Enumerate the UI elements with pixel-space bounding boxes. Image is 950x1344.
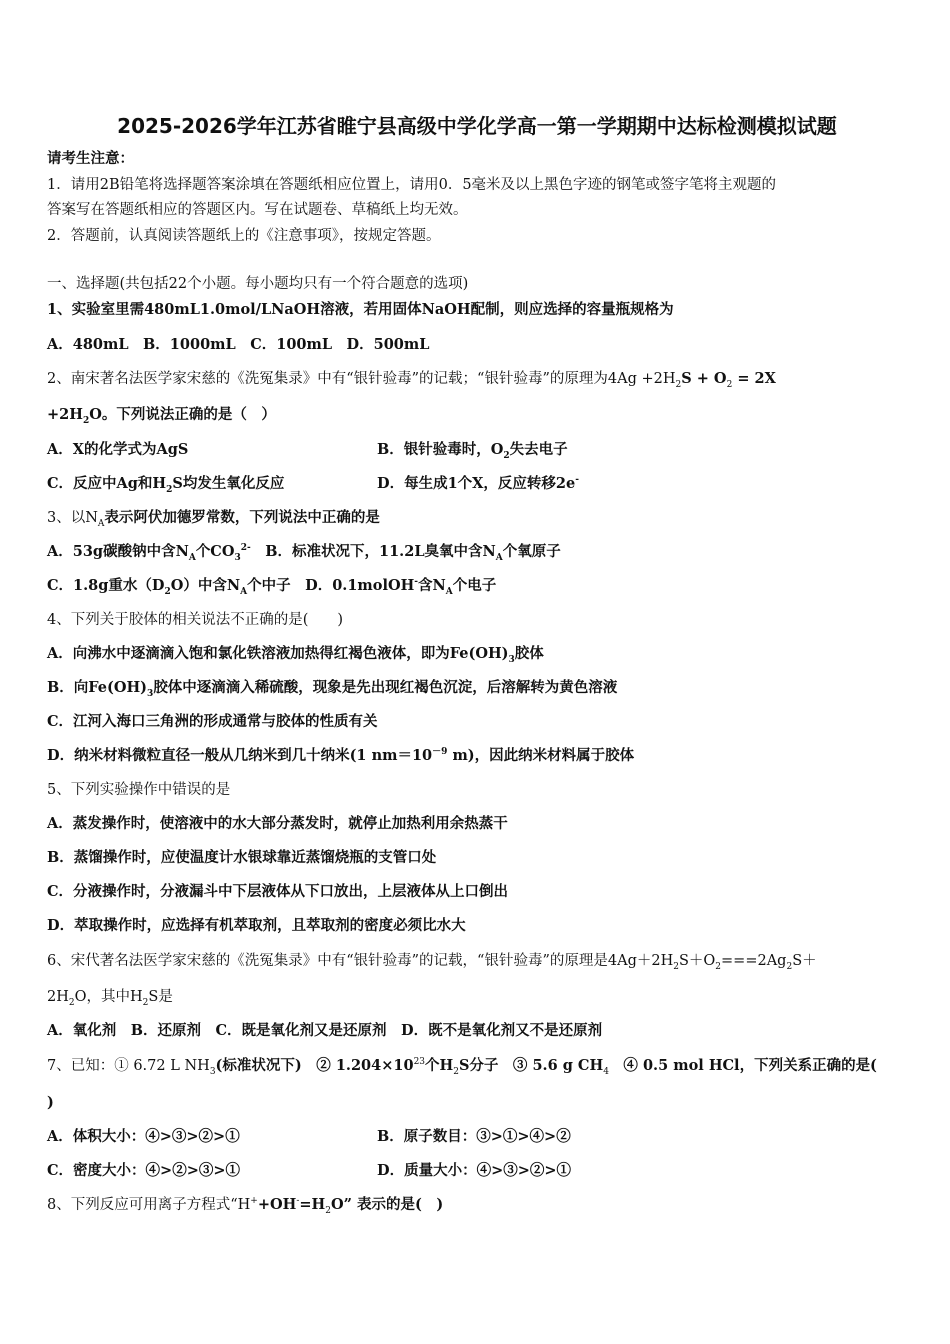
question-5-option-b: B．蒸馏操作时，应使温度计水银球靠近蒸馏烧瓶的支管口处 (47, 849, 437, 866)
question-4-option-a: A．向沸水中逐滴滴入饱和氯化铁溶液加热得红褐色液体，即为$Fe(OH)_3$胶体 (47, 645, 544, 665)
page-title: 2025-2026学年江苏省睢宁县高级中学化学高一第一学期期中达标检测模拟试题 (117, 114, 837, 138)
question-4-option-c: C．江河入海口三角洲的形成通常与胶体的性质有关 (47, 713, 378, 730)
question-4-stem: 4、下列关于胶体的相关说法不正确的是( ) (47, 612, 344, 628)
question-5-stem: 5、下列实验操作中错误的是 (47, 782, 231, 798)
question-4-option-d: D．纳米材料微粒直径一般从几纳米到几十纳米(1 $nm=10^{-9}$ m)，因此纳米材料属于胶体 (47, 747, 635, 764)
question-2-stem-line-1: 2、南宋著名法医学家宋慈的《洗冤集录》中有“银针验毒”的记载；“银针验毒”的原理为$4Ag +2H_2S + O_2 = 2X$ (47, 370, 776, 390)
question-2-option-d: D．每生成1个X，反应转移2e- (377, 475, 579, 492)
question-6-stem-line-1: 6、宋代著名法医学家宋慈的《洗冤集录》中有“银针验毒”的记载，“银针验毒”的原理是$4Ag+2H_2S+O_2===2Ag_2S+$ (47, 953, 817, 972)
question-7-option-a: A．体积大小：④>③>②>① (47, 1128, 240, 1145)
question-2-option-a: A．X的化学式为AgS (47, 441, 189, 458)
question-4-option-b: B．向$Fe(OH)_3$胶体中逐滴滴入稀硫酸，现象是先出现红褐色沉淀，后溶解转为黄色溶液 (47, 679, 618, 699)
question-6-stem-line-2: $2H_2O$，其中$H_2S$是 (47, 989, 173, 1008)
notice-item-1-line-2: 答案写在答题纸相应的答题区内。写在试题卷、草稿纸上均无效。 (47, 202, 468, 218)
question-3-options-a-b: A．53g碳酸钠中含$N_A$个$CO_3^{2-}$ B．标准状况下，11.2L臭氧中含$N_A$个氧原子 (47, 543, 561, 563)
question-1-options: A．480mL B．1000mL C．100mL D．500mL (47, 336, 430, 353)
question-1-stem: 1、实验室里需480mL1.0mol/LNaOH溶液，若用固体NaOH配制，则应选择的容量瓶规格为 (47, 301, 674, 318)
notice-heading: 请考生注意： (47, 150, 134, 167)
question-7-option-c: C．密度大小：④>②>③>① (47, 1162, 240, 1179)
question-3-stem: 3、以$N_A$表示阿伏加德罗常数，下列说法中正确的是 (47, 509, 380, 529)
question-7-option-b: B．原子数目：③>①>④>② (377, 1128, 571, 1145)
question-5-option-c: C．分液操作时，分液漏斗中下层液体从下口放出，上层液体从上口倒出 (47, 883, 509, 900)
question-5-option-a: A．蒸发操作时，使溶液中的水大部分蒸发时，就停止加热利用余热蒸干 (47, 815, 508, 832)
question-3-options-c-d: C．1.8g重水$(D_2O)$中含$N_A$个中子 D．0.1molOH-含$N_A$个电子 (47, 577, 497, 597)
question-7-stem-line-1: 7、已知：① 6.72 L $NH_3$(标准状况下) ② $1.204\times 10^{23}$个$H_2S$分子 ③ 5.6 g $CH_4$ ④ 0.5 mol HCl，下列关系正确的是( (47, 1057, 877, 1077)
question-6-options: A．氧化剂 B．还原剂 C．既是氧化剂又是还原剂 D．既不是氧化剂又不是还原剂 (47, 1022, 603, 1039)
question-2-stem-line-2: $+2H_2O$。下列说法正确的是（ ） (47, 406, 276, 426)
question-7-stem-line-2: ) (47, 1094, 54, 1111)
question-2-option-c: C．反应中Ag和$H_2S$均发生氧化反应 (47, 475, 285, 495)
question-7-option-d: D．质量大小：④>③>②>① (377, 1162, 572, 1179)
question-5-option-d: D．萃取操作时，应选择有机萃取剂，且萃取剂的密度必须比水大 (47, 917, 466, 934)
question-2-option-b: B．银针验毒时，$O_2$失去电子 (377, 441, 568, 461)
notice-item-2: 2．答题前，认真阅读答题纸上的《注意事项》，按规定答题。 (47, 228, 441, 244)
notice-item-1-line-1: 1．请用2B铅笔将选择题答案涂填在答题纸相应位置上，请用0．5毫米及以上黑色字迹的钢笔或签字笔将主观题的 (47, 177, 777, 193)
question-8-stem: 8、下列反应可用离子方程式“$H^++OH^-=H_2O$” 表示的是( ) (47, 1196, 444, 1216)
section-heading: 一、选择题(共包括22个小题。每小题均只有一个符合题意的选项) (47, 276, 469, 292)
